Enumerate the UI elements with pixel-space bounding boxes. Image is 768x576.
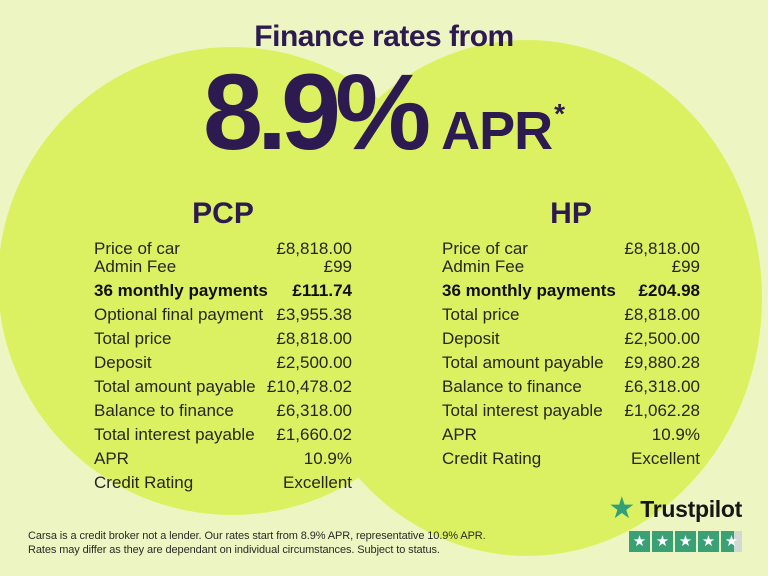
disclaimer-line-2: Rates may differ as they are dependant on individual circumstances. Subject to status. <box>28 544 440 556</box>
finance-row <box>94 330 352 348</box>
row-value: £9,880.28 <box>624 353 700 372</box>
row-value: £6,318.00 <box>624 377 700 396</box>
trustpilot-rating-stars <box>629 531 742 552</box>
disclaimer-text <box>28 529 486 557</box>
finance-row <box>442 330 700 348</box>
finance-row <box>94 426 352 444</box>
row-label: Balance to finance <box>442 377 582 396</box>
row-label: Admin Fee <box>442 257 525 276</box>
headline: Finance rates from <box>254 20 514 53</box>
trustpilot-wordmark: Trustpilot <box>640 495 742 522</box>
finance-row <box>442 258 700 276</box>
row-value: £3,955.38 <box>276 305 352 324</box>
finance-row <box>442 378 700 396</box>
finance-row <box>94 474 352 492</box>
row-value: £1,660.02 <box>276 425 352 444</box>
finance-row <box>94 450 352 468</box>
row-label: Optional final payment <box>94 305 264 324</box>
row-label: Deposit <box>94 353 152 372</box>
rating-star-icon <box>675 531 696 552</box>
rating-star-icon <box>698 531 719 552</box>
row-value: £2,500.00 <box>624 329 700 348</box>
row-value: £6,318.00 <box>276 401 352 420</box>
finance-row <box>94 354 352 372</box>
finance-row <box>94 378 352 396</box>
finance-row <box>442 450 700 468</box>
finance-row <box>94 258 352 276</box>
row-label: Total interest payable <box>94 425 255 444</box>
row-value: £8,818.00 <box>276 329 352 348</box>
hp-column <box>442 198 700 474</box>
row-label: Total interest payable <box>442 401 603 420</box>
pcp-column <box>94 198 352 498</box>
finance-row <box>94 402 352 420</box>
trustpilot-logo <box>608 494 742 524</box>
apr-asterisk: * <box>554 98 566 129</box>
row-value: Excellent <box>283 473 352 492</box>
finance-row <box>94 306 352 324</box>
hp-heading: HP <box>550 197 592 230</box>
row-value: Excellent <box>631 449 700 468</box>
row-label: 36 monthly payments <box>442 281 616 300</box>
row-label: Admin Fee <box>94 257 177 276</box>
apr-headline <box>0 51 768 172</box>
finance-row <box>442 402 700 420</box>
rating-star-half-icon <box>721 531 742 552</box>
row-label: Credit Rating <box>442 449 542 468</box>
row-value: £1,062.28 <box>624 401 700 420</box>
finance-row-monthly-payment <box>442 282 700 300</box>
row-value: £111.74 <box>292 281 352 300</box>
row-value: 10.9% <box>651 425 700 444</box>
row-label: Balance to finance <box>94 401 234 420</box>
finance-row <box>442 354 700 372</box>
row-label: 36 monthly payments <box>94 281 268 300</box>
finance-row <box>442 240 700 258</box>
apr-label: APR <box>441 101 553 161</box>
row-label: APR <box>94 449 129 468</box>
rating-star-icon <box>652 531 673 552</box>
finance-row-monthly-payment <box>94 282 352 300</box>
trustpilot-star-icon <box>608 494 635 524</box>
row-value: £99 <box>323 257 352 276</box>
row-label: APR <box>442 425 477 444</box>
row-value: £204.98 <box>638 281 700 300</box>
row-label: Price of car <box>94 239 180 258</box>
row-label: Total amount payable <box>442 353 604 372</box>
row-label: Total amount payable <box>94 377 256 396</box>
row-label: Deposit <box>442 329 500 348</box>
finance-row <box>442 306 700 324</box>
row-value: £99 <box>671 257 700 276</box>
row-value: 10.9% <box>303 449 352 468</box>
pcp-heading: PCP <box>192 197 254 230</box>
apr-rate: 8.9% <box>202 51 426 172</box>
row-label: Total price <box>94 329 172 348</box>
disclaimer-line-1: Carsa is a credit broker not a lender. Our rates start from 8.9% APR, representative 10.9% APR. <box>28 530 486 542</box>
finance-row <box>442 426 700 444</box>
row-value: £8,818.00 <box>624 305 700 324</box>
row-value: £2,500.00 <box>276 353 352 372</box>
rating-star-icon <box>629 531 650 552</box>
row-label: Price of car <box>442 239 528 258</box>
row-label: Credit Rating <box>94 473 194 492</box>
row-value: £8,818.00 <box>624 239 700 258</box>
row-value: £10,478.02 <box>266 377 352 396</box>
row-value: £8,818.00 <box>276 239 352 258</box>
finance-row <box>94 240 352 258</box>
row-label: Total price <box>442 305 520 324</box>
apr-suffix <box>441 98 566 161</box>
trustpilot-badge <box>608 494 742 552</box>
